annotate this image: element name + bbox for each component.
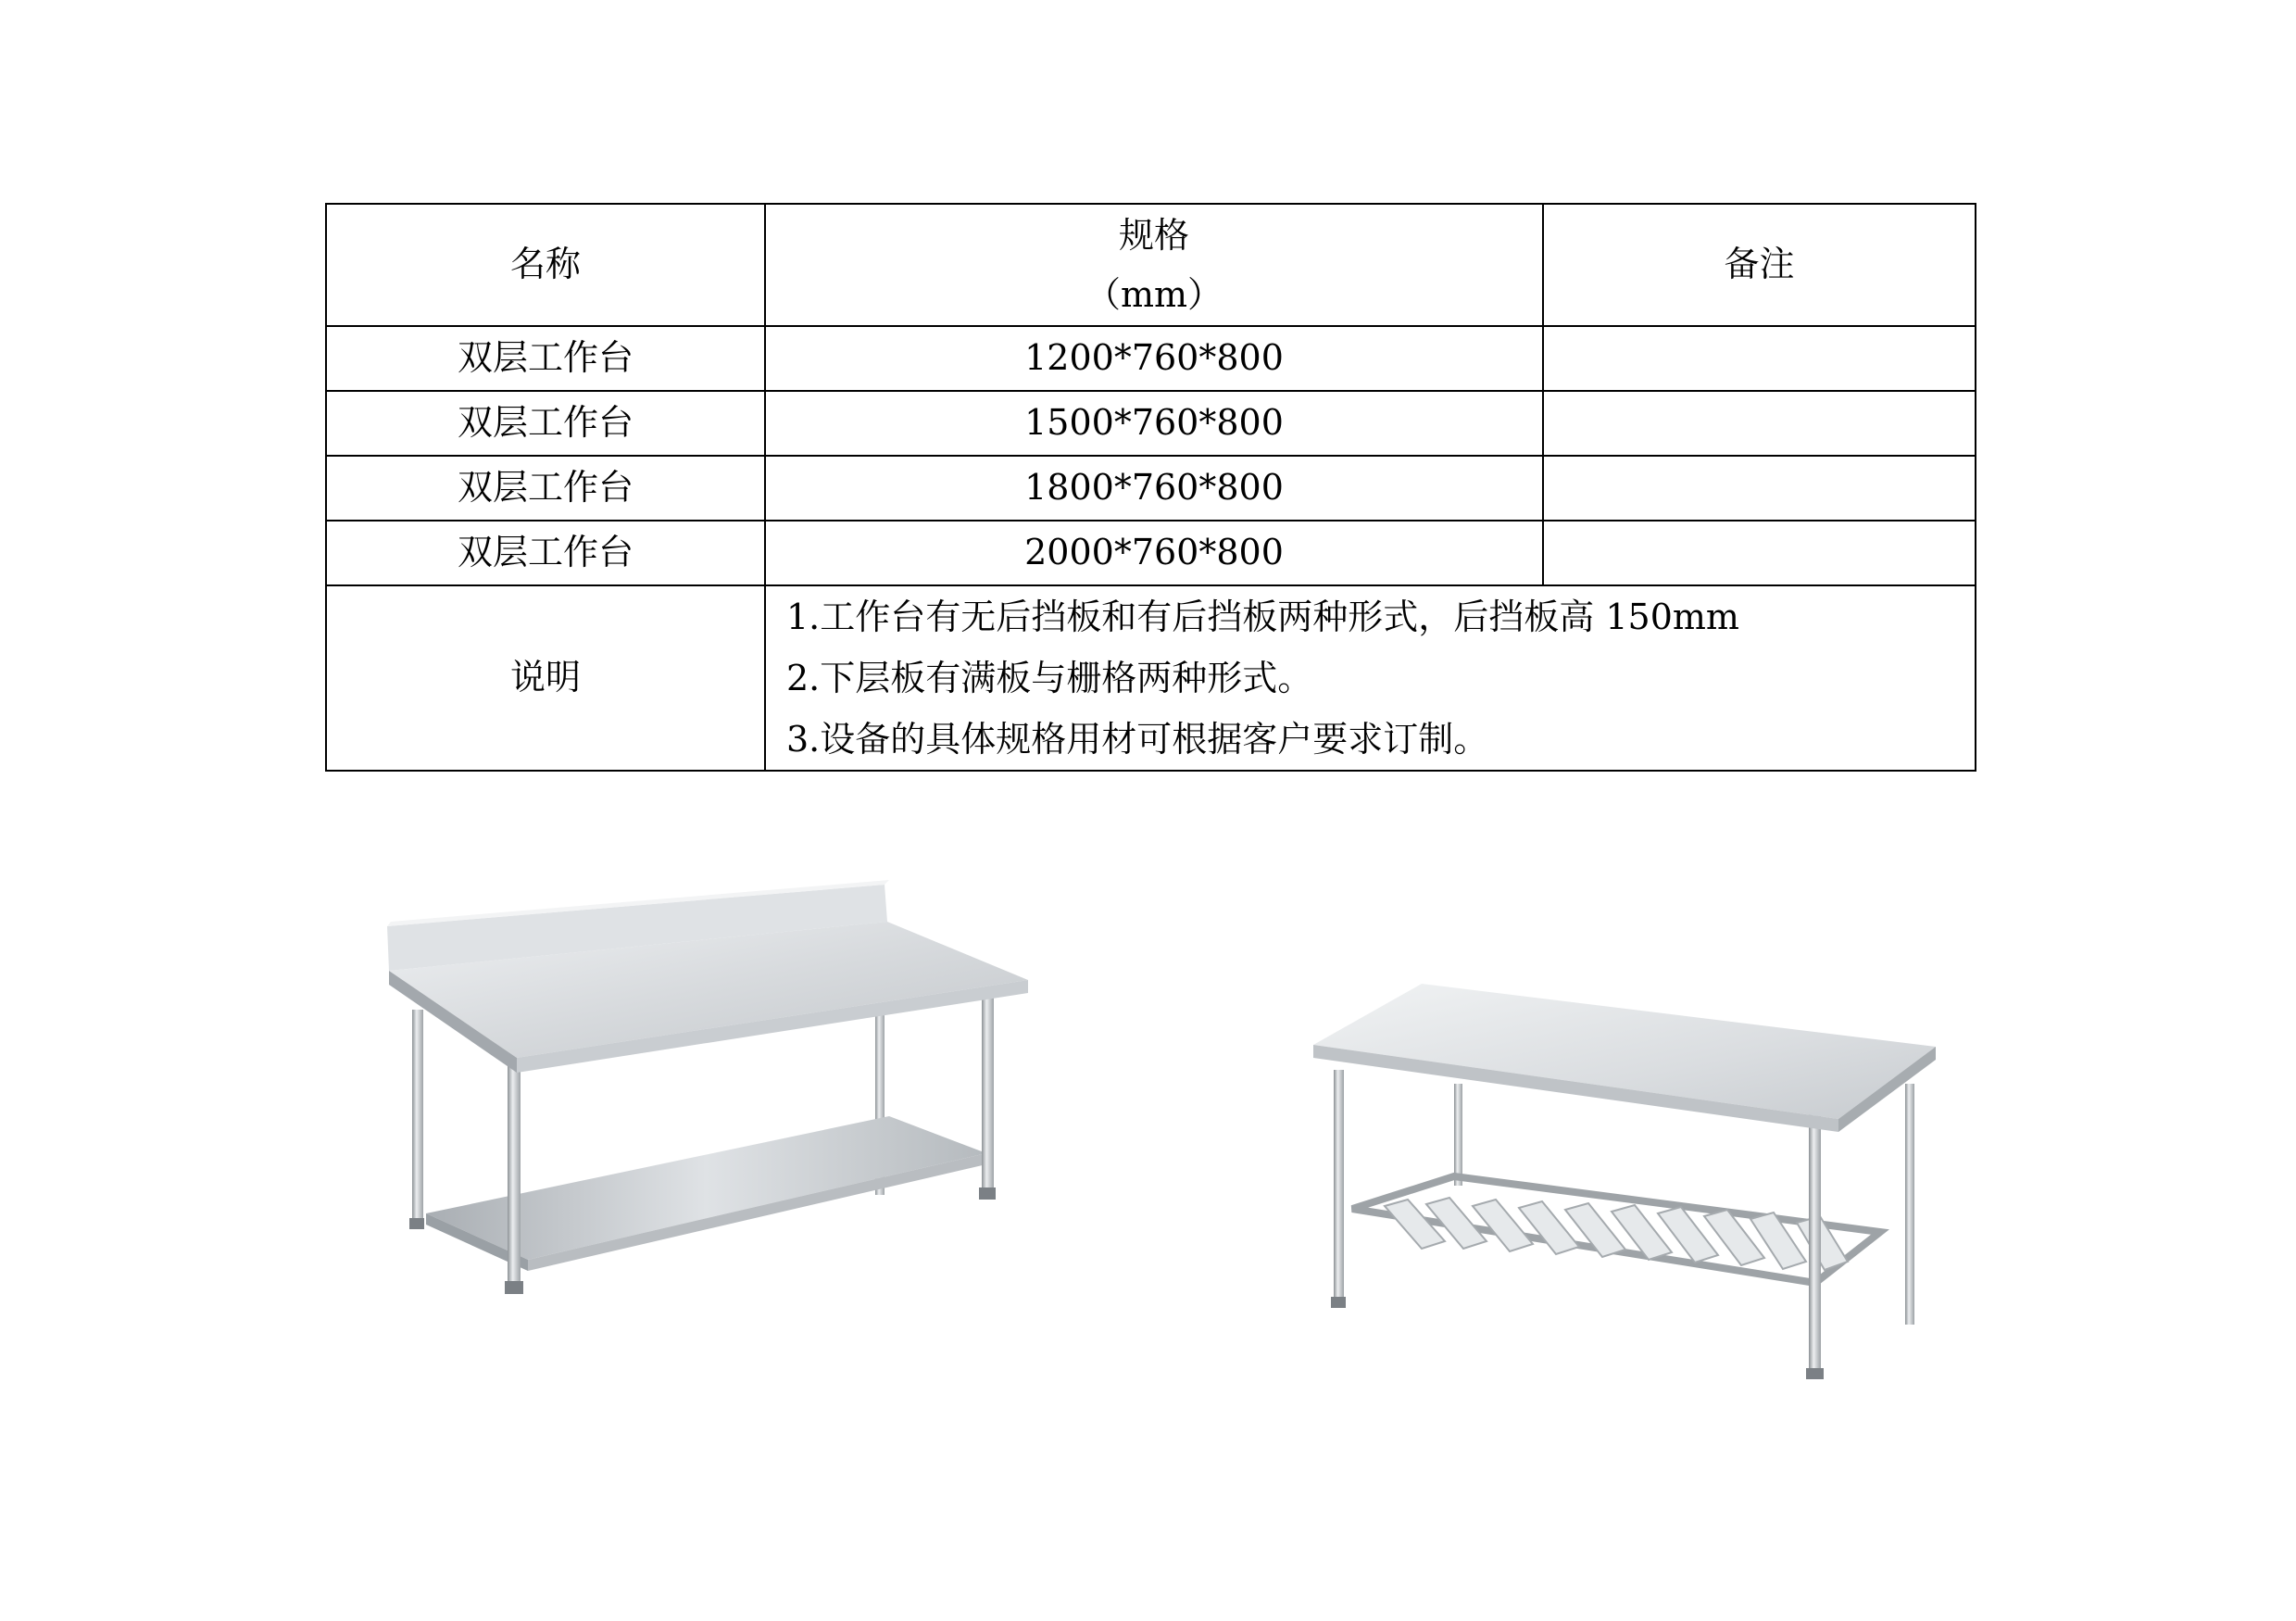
row-name: 双层工作台	[326, 456, 765, 521]
notes-row	[326, 585, 1976, 771]
row-spec: 2000*760*800	[765, 521, 1543, 585]
note-line-2: 2.下层板有满板与栅格两种形式。	[786, 658, 1313, 698]
row-remark	[1543, 456, 1976, 521]
table-row	[326, 521, 1976, 585]
header-remark: 备注	[1543, 204, 1976, 326]
header-name: 名称	[326, 204, 765, 326]
notes-cell	[765, 585, 1976, 771]
header-spec	[765, 204, 1543, 326]
table-row	[326, 391, 1976, 456]
row-spec: 1800*760*800	[765, 456, 1543, 521]
worktable-with-backsplash-image	[370, 852, 1074, 1315]
table-row	[326, 456, 1976, 521]
header-row	[326, 204, 1976, 326]
row-name: 双层工作台	[326, 326, 765, 391]
row-spec: 1500*760*800	[765, 391, 1543, 456]
header-spec-title: 规格	[1118, 215, 1189, 256]
row-name: 双层工作台	[326, 521, 765, 585]
notes-label: 说明	[326, 585, 765, 771]
row-remark	[1543, 521, 1976, 585]
note-line-3: 3.设备的具体规格用材可根据客户要求订制。	[786, 719, 1489, 760]
row-spec: 1200*760*800	[765, 326, 1543, 391]
row-remark	[1543, 326, 1976, 391]
worktable-slatted-shelf-image	[1297, 963, 1964, 1380]
header-spec-unit: （mm）	[1085, 274, 1223, 315]
row-remark	[1543, 391, 1976, 456]
spec-table	[325, 203, 1976, 772]
row-name: 双层工作台	[326, 391, 765, 456]
note-line-1: 1.工作台有无后挡板和有后挡板两种形式，后挡板高 150mm	[786, 597, 1739, 637]
table-row	[326, 326, 1976, 391]
